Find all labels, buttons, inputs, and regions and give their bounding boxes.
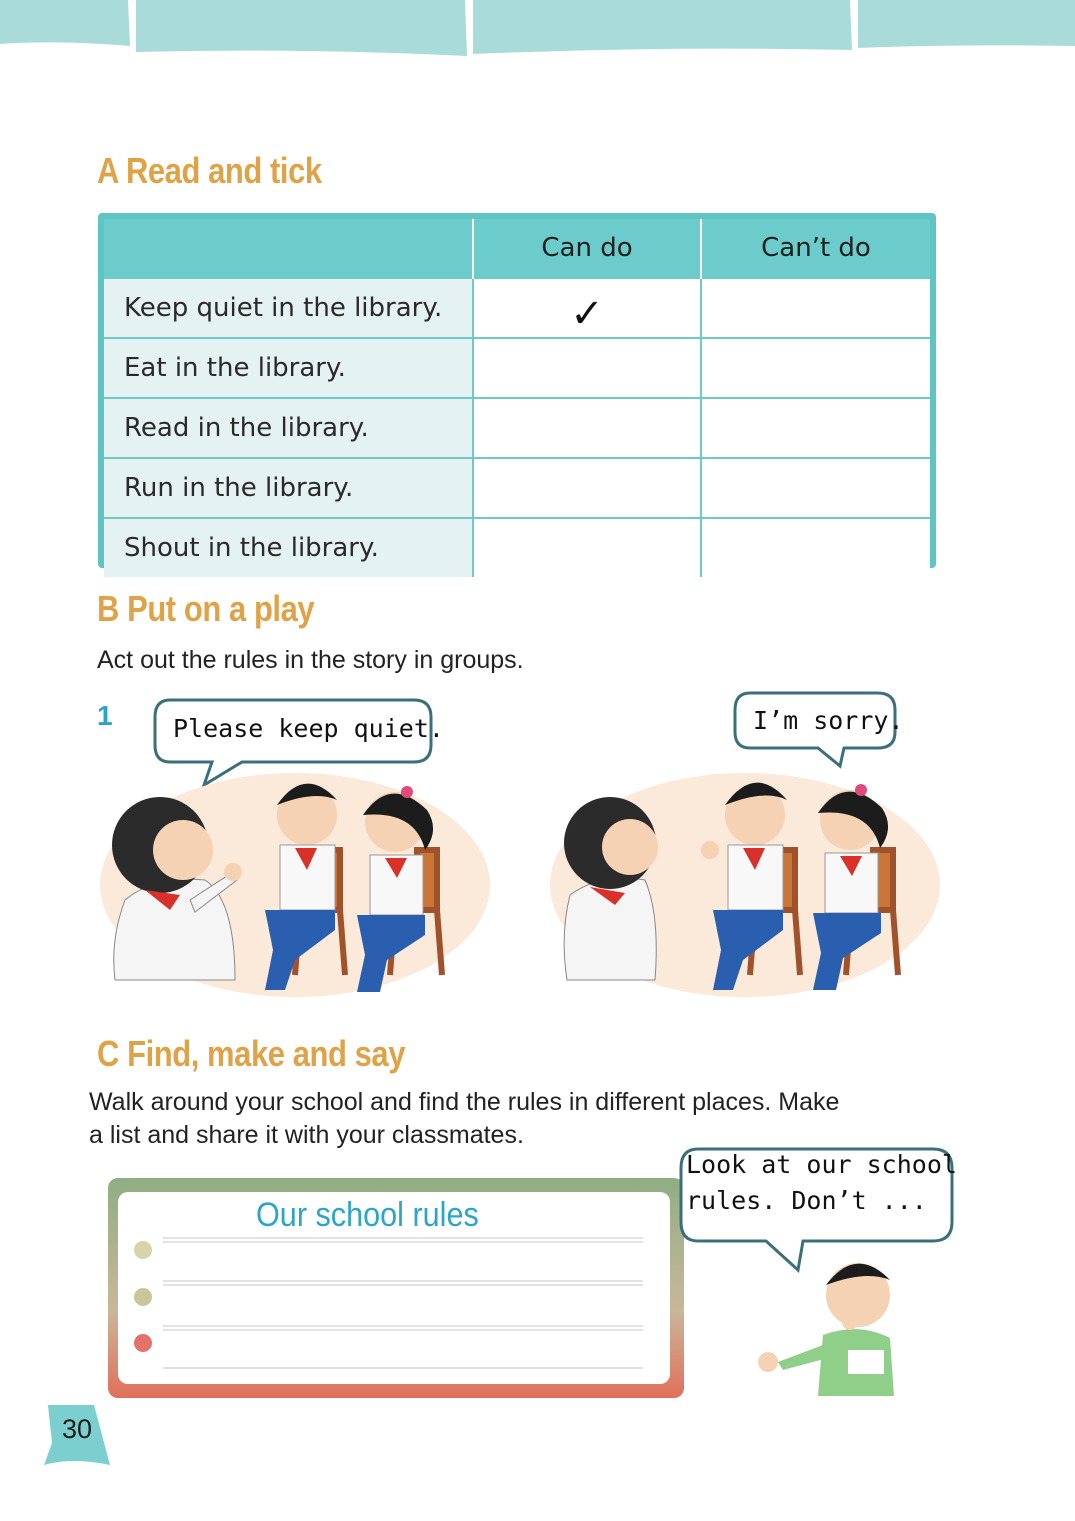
can-do-cell[interactable] xyxy=(473,338,701,398)
boy-bubble-line2: rules. Don’t ... xyxy=(686,1186,927,1215)
table-row xyxy=(104,518,930,577)
bullet-icon xyxy=(134,1241,152,1259)
cant-do-cell[interactable] xyxy=(701,338,930,398)
library-scene-right-image xyxy=(545,755,940,1000)
cant-do-cell[interactable] xyxy=(701,278,930,338)
bullet-icon xyxy=(134,1288,152,1306)
can-do-cell[interactable] xyxy=(473,518,701,577)
rule-cell: Read in the library. xyxy=(104,398,473,458)
bubble-left-text: Please keep quiet. xyxy=(173,714,444,743)
header-can-do: Can do xyxy=(473,219,701,278)
tick-mark: ✓ xyxy=(570,291,604,337)
panel-number: 1 xyxy=(97,700,113,731)
boy-pointing-image xyxy=(748,1250,898,1400)
library-scene-left-image xyxy=(95,760,490,1000)
bubble-right-text: I’m sorry. xyxy=(753,706,904,735)
rule-cell: Eat in the library. xyxy=(104,338,473,398)
boy-bubble-line1: Look at our school xyxy=(686,1150,957,1179)
section-c-instruction-line2: a list and share it with your classmates. xyxy=(89,1121,524,1149)
section-a-title: A Read and tick xyxy=(97,150,322,191)
can-do-cell[interactable] xyxy=(473,278,701,338)
table-row xyxy=(104,338,930,398)
read-and-tick-table xyxy=(104,219,930,577)
cant-do-cell[interactable] xyxy=(701,518,930,577)
table-header-row xyxy=(104,219,930,278)
page-number: 30 xyxy=(62,1414,93,1444)
section-c-instruction-line1: Walk around your school and find the rules in different places. Make xyxy=(89,1088,840,1116)
section-b-title: B Put on a play xyxy=(97,588,315,629)
cant-do-cell[interactable] xyxy=(701,398,930,458)
table-row xyxy=(104,398,930,458)
top-decorative-band xyxy=(0,0,1075,58)
cant-do-cell[interactable] xyxy=(701,458,930,518)
table-row xyxy=(104,278,930,338)
header-cant-do: Can’t do xyxy=(701,219,930,278)
table-row xyxy=(104,458,930,518)
bullet-icon xyxy=(134,1334,152,1352)
can-do-cell[interactable] xyxy=(473,398,701,458)
can-do-cell[interactable] xyxy=(473,458,701,518)
rule-cell: Keep quiet in the library. xyxy=(104,278,473,338)
section-b-instruction: Act out the rules in the story in groups. xyxy=(97,646,524,674)
section-c-title: C Find, make and say xyxy=(97,1033,405,1074)
board-title: Our school rules xyxy=(256,1196,479,1234)
rule-cell: Run in the library. xyxy=(104,458,473,518)
header-blank xyxy=(104,219,473,278)
rule-cell: Shout in the library. xyxy=(104,518,473,577)
